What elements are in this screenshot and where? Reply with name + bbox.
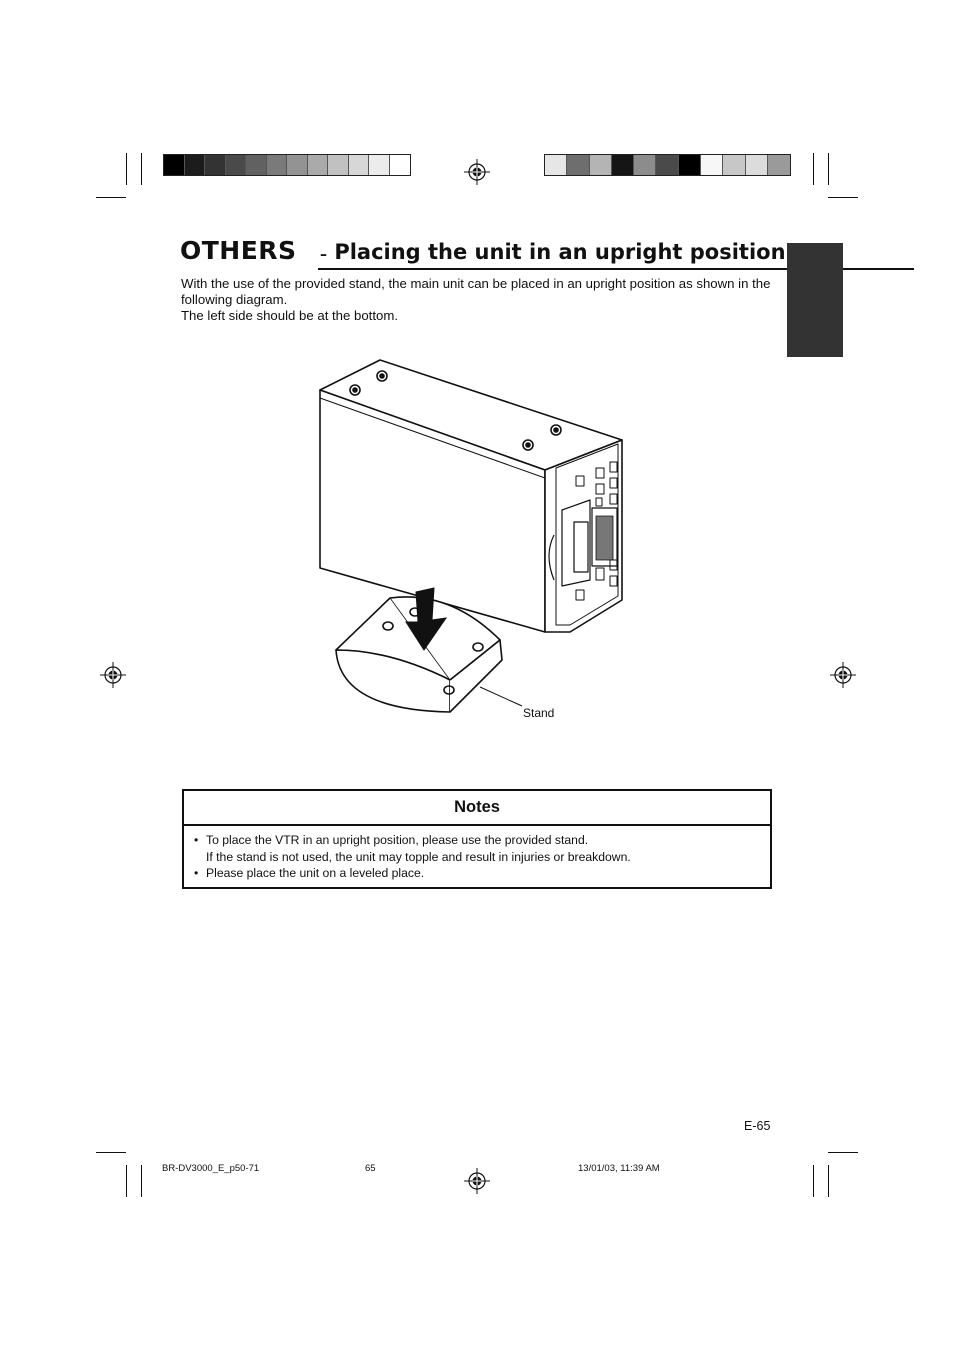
color-swatch: [768, 155, 790, 175]
color-swatch: [287, 155, 308, 175]
color-swatch: [746, 155, 768, 175]
notes-heading: Notes: [184, 791, 770, 826]
color-swatch: [612, 155, 634, 175]
color-swatch: [349, 155, 370, 175]
side-tab: [787, 243, 843, 357]
page-number: E-65: [744, 1119, 771, 1133]
crop-mark: [828, 1152, 858, 1153]
crop-mark: [828, 1165, 829, 1197]
color-swatch: [545, 155, 567, 175]
intro-text: [181, 276, 781, 324]
crop-mark: [828, 153, 829, 185]
color-swatch: [634, 155, 656, 175]
registration-target-icon: [464, 1168, 490, 1194]
color-swatch: [369, 155, 390, 175]
color-swatch: [679, 155, 701, 175]
notes-list: [184, 826, 770, 882]
color-swatch: [328, 155, 349, 175]
registration-target-icon: [100, 662, 126, 688]
color-swatch: [723, 155, 745, 175]
color-swatch: [205, 155, 226, 175]
color-swatch: [164, 155, 185, 175]
color-swatch: [701, 155, 723, 175]
color-swatch: [308, 155, 329, 175]
color-swatch: [590, 155, 612, 175]
color-swatch: [390, 155, 410, 175]
note-text: Please place the unit on a leveled place.: [206, 866, 425, 880]
crop-mark: [141, 153, 142, 185]
footer-file: BR-DV3000_E_p50-71: [162, 1163, 260, 1174]
section-title: OTHERS: [180, 236, 297, 265]
list-item: [194, 832, 760, 865]
color-swatch: [226, 155, 247, 175]
crop-mark: [141, 1165, 142, 1197]
stand-label: Stand: [523, 706, 555, 720]
color-swatch: [567, 155, 589, 175]
upright-stand-diagram: [300, 350, 640, 730]
registration-target-icon: [830, 662, 856, 688]
note-text: If the stand is not used, the unit may topple and result in injuries or breakdown.: [206, 849, 631, 864]
crop-mark: [126, 1165, 127, 1197]
crop-mark: [96, 1152, 126, 1153]
registration-target-icon: [464, 159, 490, 185]
crop-mark: [828, 197, 858, 198]
notes-box: [182, 789, 772, 889]
intro-paragraph: The left side should be at the bottom.: [181, 308, 398, 323]
note-text: To place the VTR in an upright position, please use the provided stand.: [206, 833, 589, 847]
list-item: [194, 865, 760, 882]
color-swatch: [267, 155, 288, 175]
color-bar-left: [163, 154, 411, 176]
color-swatch: [656, 155, 678, 175]
section-subtitle: – Placing the unit in an upright position: [320, 240, 786, 264]
crop-mark: [813, 153, 814, 185]
footer-page: 65: [365, 1163, 376, 1174]
crop-mark: [126, 153, 127, 185]
intro-paragraph: With the use of the provided stand, the main unit can be placed in an upright position as shown in the following diagram.: [181, 276, 771, 307]
subtitle-text: Placing the unit in an upright position: [334, 240, 786, 264]
crop-mark: [813, 1165, 814, 1197]
footer-timestamp: 13/01/03, 11:39 AM: [578, 1163, 660, 1174]
color-bar-right: [544, 154, 791, 176]
color-swatch: [246, 155, 267, 175]
color-swatch: [185, 155, 206, 175]
crop-mark: [96, 197, 126, 198]
